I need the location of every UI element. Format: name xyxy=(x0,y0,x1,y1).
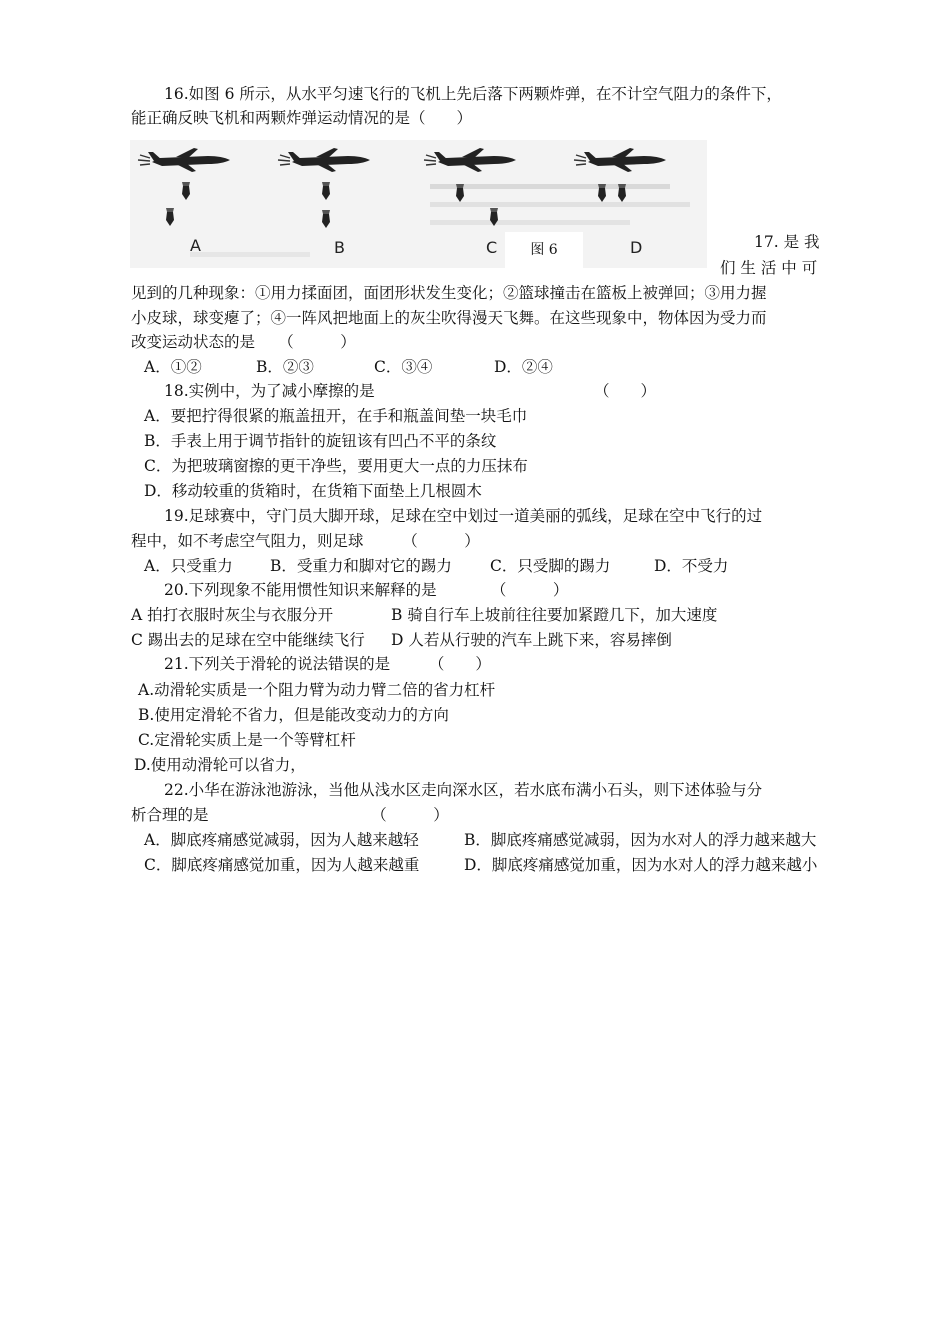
panel-label-b: B xyxy=(334,238,345,257)
q22-option-d: D．脚底疼痛感觉加重，因为水对人的浮力越来越小 xyxy=(464,856,818,874)
airplane-bombs-diagram xyxy=(130,140,707,268)
q17-line-5: 改变运动状态的是 （ ） xyxy=(131,333,356,351)
q19-option-c: C．只受脚的踢力 xyxy=(490,557,611,575)
q17-line-4: 小皮球，球变瘪了；④一阵风把地面上的灰尘吹得漫天飞舞。在这些现象中，物体因为受力而 xyxy=(131,309,767,327)
q18-option-a: A．要把拧得很紧的瓶盖扭开，在手和瓶盖间垫一块毛巾 xyxy=(144,407,528,425)
q20-option-b: B 骑自行车上坡前往往要加紧蹬几下，加大速度 xyxy=(391,606,718,624)
q19-line-2: 程中，如不考虑空气阻力，则足球 （ ） xyxy=(131,532,480,550)
q18-option-c: C．为把玻璃窗擦的更干净些，要用更大一点的力压抹布 xyxy=(144,457,528,475)
q17-option-a: A．①② xyxy=(144,358,202,376)
q21-stem: 21.下列关于滑轮的说法错误的是 （ ） xyxy=(164,655,491,673)
panel-label-a: A xyxy=(190,236,201,255)
q16-line-2: 能正确反映飞机和两颗炸弹运动情况的是（ ） xyxy=(131,109,473,127)
q22-option-a: A．脚底疼痛感觉减弱，因为人越来越轻 xyxy=(144,831,419,849)
q21-option-b: B.使用定滑轮不省力，但是能改变动力的方向 xyxy=(138,706,449,724)
q20-option-c: C 踢出去的足球在空中能继续飞行 xyxy=(131,631,365,649)
q21-option-c: C.定滑轮实质上是一个等臂杠杆 xyxy=(138,731,356,749)
q22-line-2: 析合理的是 （ ） xyxy=(131,806,449,824)
q22-option-c: C．脚底疼痛感觉加重，因为人越来越重 xyxy=(144,856,420,874)
q17-option-b: B．②③ xyxy=(256,358,314,376)
q19-line-1: 19.足球赛中，守门员大脚开球，足球在空中划过一道美丽的弧线，足球在空中飞行的过 xyxy=(164,507,763,525)
q19-option-d: D．不受力 xyxy=(654,557,729,575)
q19-option-a: A．只受重力 xyxy=(144,557,233,575)
figure-6 xyxy=(130,140,707,268)
q21-option-a: A.动滑轮实质是一个阻力臂为动力臂二倍的省力杠杆 xyxy=(138,681,496,699)
q17-option-c: C．③④ xyxy=(374,358,433,376)
q17-line-2: 们 生 活 中 可 xyxy=(720,259,818,277)
q17-line-3: 见到的几种现象：①用力揉面团，面团形状发生变化；②篮球撞击在篮板上被弹回；③用力握 xyxy=(131,284,767,302)
q19-option-b: B．受重力和脚对它的踢力 xyxy=(270,557,452,575)
figure-caption: 图 6 xyxy=(505,232,583,268)
q20-option-d: D 人若从行驶的汽车上跳下来，容易摔倒 xyxy=(391,631,672,649)
panel-label-d: D xyxy=(630,238,643,257)
q22-line-1: 22.小华在游泳池游泳，当他从浅水区走向深水区，若水底布满小石头，则下述体验与分 xyxy=(164,781,763,799)
q16-line-1: 16.如图 6 所示，从水平匀速飞行的飞机上先后落下两颗炸弹，在不计空气阻力的条件下， xyxy=(164,85,782,103)
q18-bracket: （ ） xyxy=(594,382,657,400)
q21-option-d: D.使用动滑轮可以省力， xyxy=(134,756,306,774)
q17-option-d: D．②④ xyxy=(494,358,553,376)
q20-stem: 20.下列现象不能用惯性知识来解释的是 （ ） xyxy=(164,581,569,599)
q18-option-d: D．移动较重的货箱时，在货箱下面垫上几根圆木 xyxy=(144,482,482,500)
q18-stem: 18.实例中，为了减小摩擦的是 xyxy=(164,382,375,400)
q18-option-b: B．手表上用于调节指针的旋钮该有凹凸不平的条纹 xyxy=(144,432,497,450)
q17-line-1: 17. 是 我 xyxy=(754,233,820,251)
panel-label-c: C xyxy=(486,238,498,257)
q22-option-b: B．脚底疼痛感觉减弱，因为水对人的浮力越来越大 xyxy=(464,831,817,849)
q20-option-a: A 拍打衣服时灰尘与衣服分开 xyxy=(131,606,334,624)
